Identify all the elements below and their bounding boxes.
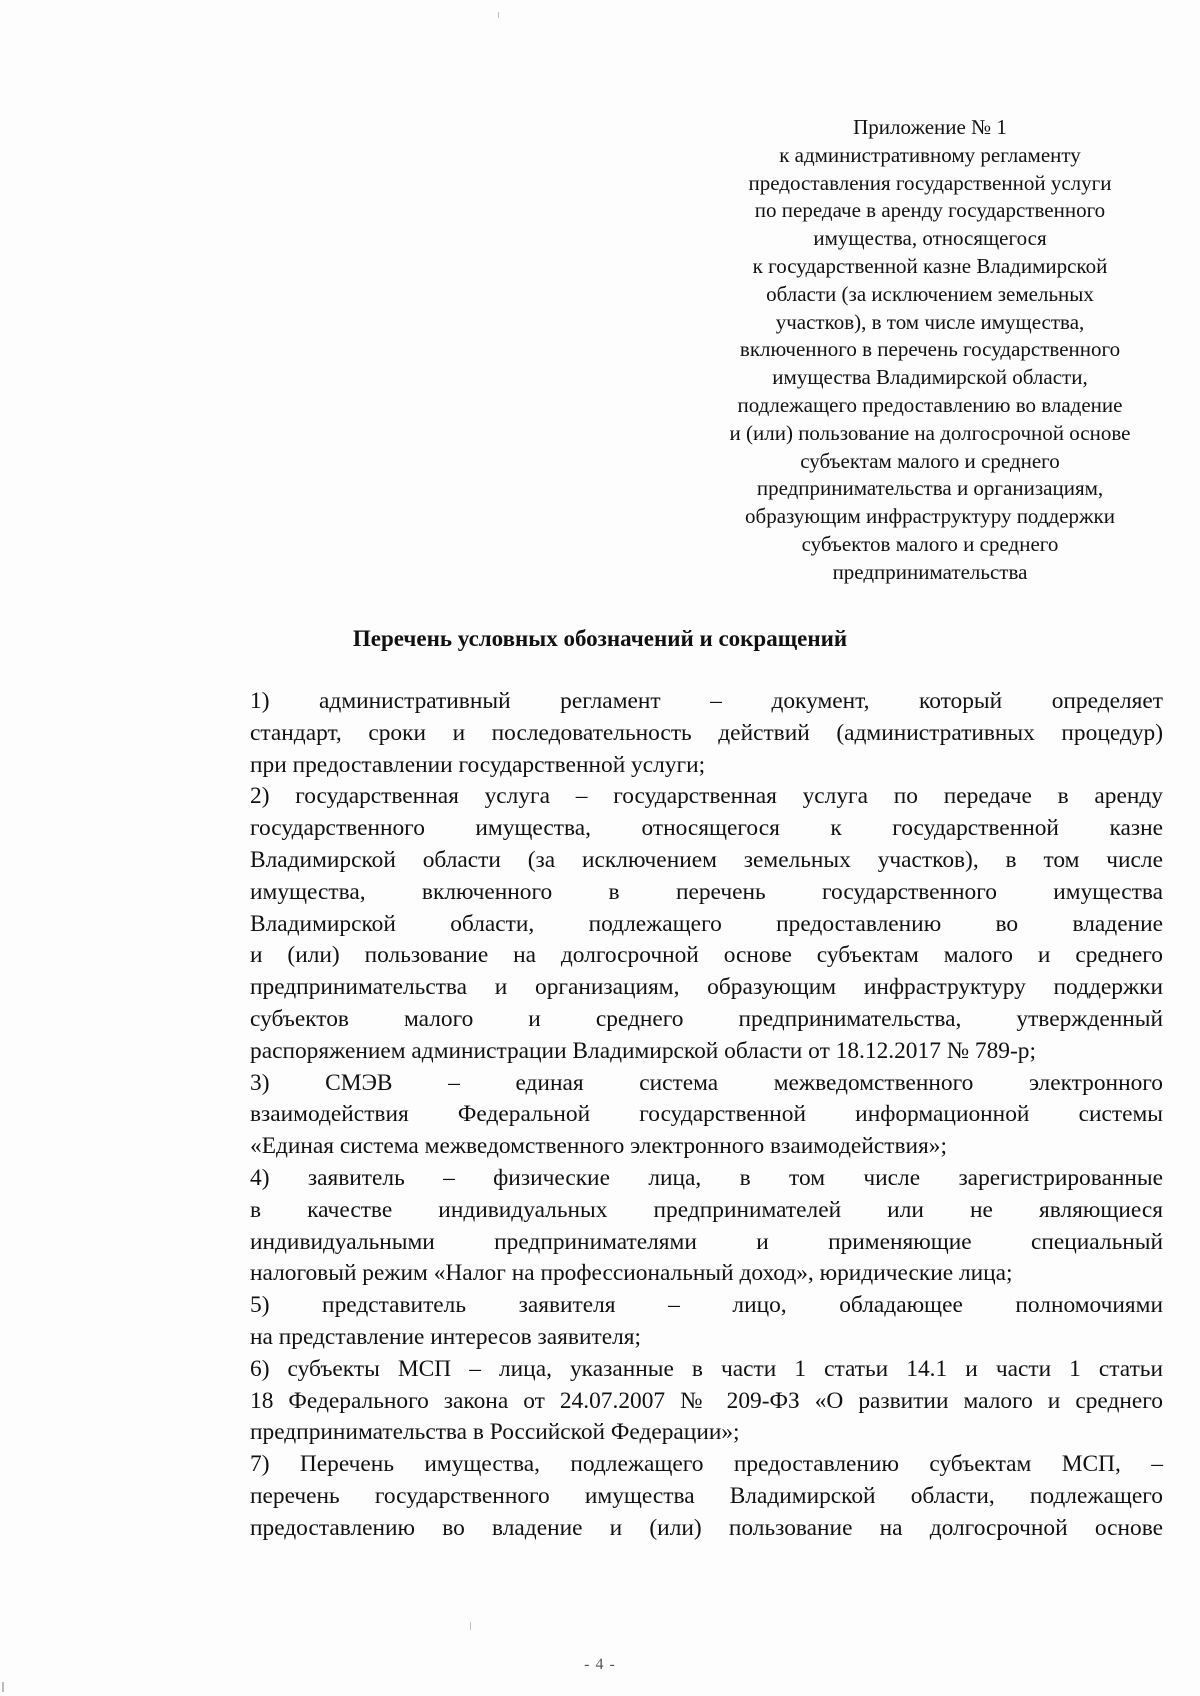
- list-item: [178, 686, 1163, 781]
- paragraph-line: и (или) пользование на долгосрочной основе субъектам малого и среднего: [250, 942, 1163, 969]
- appendix-line: субъектов малого и среднего: [801, 531, 1059, 556]
- paragraph-line: 4) заявитель – физические лица, в том числе зарегистрированные: [250, 1164, 1163, 1191]
- appendix-line: имущества, относящегося: [813, 226, 1047, 251]
- appendix-line: к административному регламенту: [779, 142, 1081, 167]
- paragraph-line: распоряжением администрации Владимирской области от 18.12.2017 № 789-р;: [250, 1037, 1036, 1064]
- appendix-line: предоставления государственной услуги: [748, 170, 1112, 195]
- appendix-line: субъектам малого и среднего: [800, 448, 1060, 473]
- paragraph-line: индивидуальными предпринимателями и применяющие специальный: [250, 1228, 1163, 1255]
- paragraph-line: Владимирской области (за исключением земельных участков), в том числе: [250, 846, 1163, 873]
- paragraph-line: предоставлению во владение и (или) пользование на долгосрочной основе: [250, 1514, 1163, 1541]
- document-body: [178, 686, 1163, 1545]
- list-item: [178, 1163, 1163, 1290]
- appendix-line: Приложение № 1: [853, 115, 1007, 139]
- document-title: Перечень условных обозначений и сокращений: [352, 626, 848, 651]
- appendix-line: предпринимательства: [832, 559, 1028, 584]
- appendix-line: к государственной казне Владимирской: [752, 253, 1108, 278]
- paragraph-line: на представление интересов заявителя;: [250, 1323, 642, 1350]
- paragraph-line: 1) административный регламент – документ, который определяет: [250, 688, 1163, 714]
- scan-speck: [498, 12, 499, 18]
- paragraph-line: 2) государственная услуга – государственная услуга по передаче в аренду: [250, 783, 1163, 810]
- paragraph-line: субъектов малого и среднего предпринимательства, утвержденный: [250, 1005, 1163, 1032]
- paragraph-line: 7) Перечень имущества, подлежащего предоставлению субъектам МСП, –: [250, 1451, 1163, 1478]
- list-item: [178, 1354, 1163, 1449]
- appendix-line: участков), в том числе имущества,: [775, 309, 1085, 334]
- list-item: [178, 1068, 1163, 1163]
- appendix-line: предпринимательства и организациям,: [756, 476, 1104, 501]
- appendix-line: и (или) пользование на долгосрочной основе: [729, 420, 1131, 445]
- appendix-line: области (за исключением земельных: [766, 281, 1094, 306]
- paragraph-line: государственного имущества, относящегося к государственной казне: [250, 815, 1163, 842]
- appendix-line: по передаче в аренду государственного: [754, 198, 1106, 223]
- paragraph-line: «Единая система межведомственного электронного взаимодействия»;: [250, 1133, 947, 1160]
- appendix-line: включенного в перечень государственного: [739, 337, 1121, 362]
- list-item: [178, 781, 1163, 1067]
- paragraph-line: стандарт, сроки и последовательность действий (административных процедур): [250, 719, 1163, 746]
- paragraph-line: 18 Федерального закона от 24.07.2007 № 209-ФЗ «О развитии малого и среднего: [250, 1387, 1163, 1414]
- paragraph-line: в качестве индивидуальных предпринимателей или не являющиеся: [250, 1196, 1163, 1223]
- page-number: - 4 -: [584, 1656, 616, 1673]
- paragraph-line: перечень государственного имущества Владимирской области, подлежащего: [250, 1482, 1163, 1509]
- appendix-line: имущества Владимирской области,: [772, 365, 1088, 390]
- paragraph-line: 3) СМЭВ – единая система межведомственного электронного: [250, 1069, 1163, 1096]
- appendix-line: образующим инфраструктуру поддержки: [745, 504, 1115, 529]
- scan-speck: [2, 1682, 4, 1692]
- paragraph-line: имущества, включенного в перечень государственного имущества: [250, 878, 1163, 905]
- paragraph-line: предпринимательства в Российской Федерации»;: [250, 1419, 740, 1446]
- paragraph-line: 5) представитель заявителя – лицо, обладающее полномочиями: [250, 1292, 1163, 1319]
- paragraph-line: налоговый режим «Налог на профессиональный доход», юридические лица;: [250, 1260, 1013, 1287]
- appendix-line: подлежащего предоставлению во владение: [737, 392, 1123, 417]
- paragraph-line: взаимодействия Федеральной государственной информационной системы: [250, 1101, 1163, 1128]
- appendix-header: [690, 114, 1170, 587]
- list-item: [178, 1290, 1163, 1354]
- scan-speck: [470, 1622, 471, 1630]
- list-item: [178, 1449, 1163, 1544]
- paragraph-line: при предоставлении государственной услуги;: [250, 751, 706, 778]
- paragraph-line: 6) субъекты МСП – лица, указанные в части 1 статьи 14.1 и части 1 статьи: [250, 1355, 1163, 1382]
- paragraph-line: Владимирской области, подлежащего предоставлению во владение: [250, 910, 1163, 937]
- paragraph-line: предпринимательства и организациям, образующим инфраструктуру поддержки: [250, 974, 1163, 1001]
